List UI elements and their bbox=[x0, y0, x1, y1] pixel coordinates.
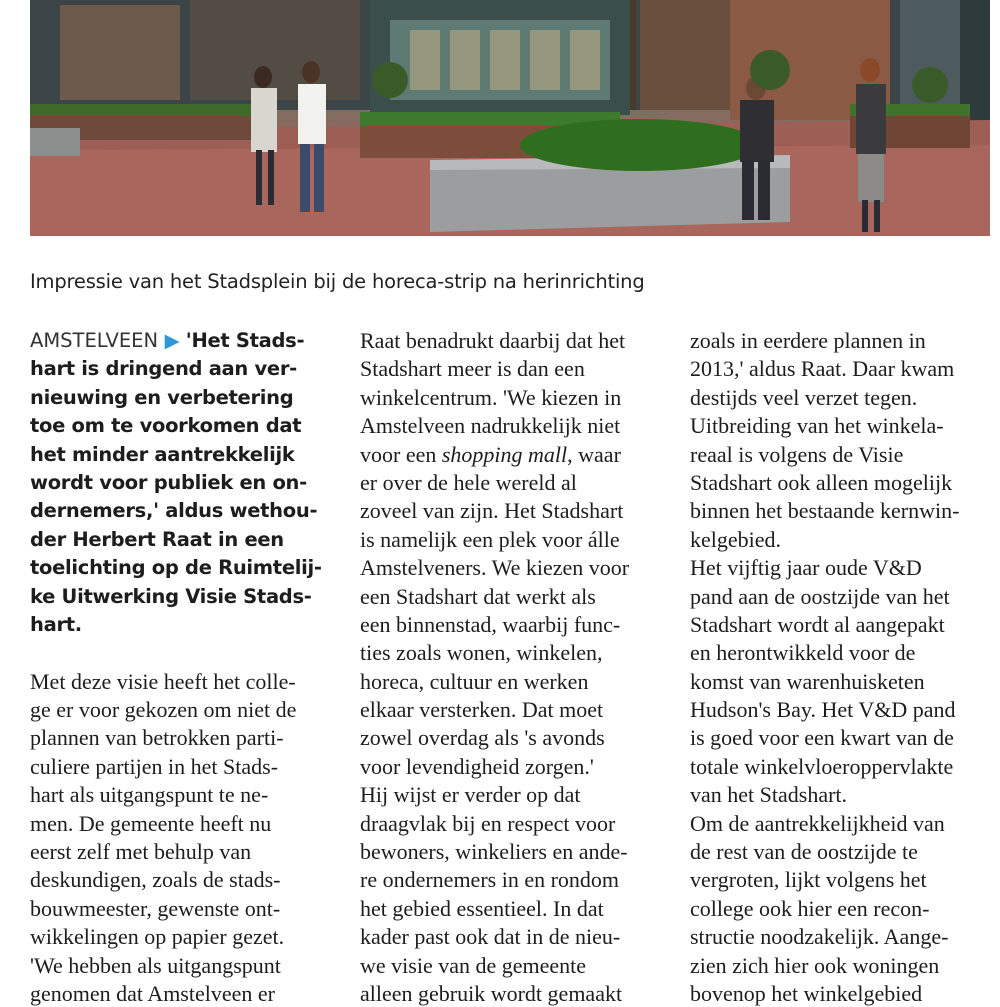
body-line: voor levendigheid zorgen.' bbox=[360, 753, 594, 779]
lead-line: toe om te voorkomen dat bbox=[30, 414, 302, 438]
body-line: deskundigen, zoals de stads- bbox=[30, 867, 281, 893]
body-line: pand aan de oostzijde van het bbox=[690, 583, 950, 609]
body-line: elkaar versterken. Dat moet bbox=[360, 697, 604, 723]
body-line: kelgebied. bbox=[690, 526, 782, 552]
body-line: de rest van de oostzijde te bbox=[690, 839, 918, 865]
body-line: Stadshart ook alleen mogelijk bbox=[690, 469, 953, 495]
body-line: Uitbreiding van het winkela- bbox=[690, 413, 944, 439]
body-line: kader past ook dat in de nieu- bbox=[360, 924, 621, 950]
body-line: zoals in eerdere plannen in bbox=[690, 328, 926, 353]
body-line: winkelcentrum. 'We kiezen in bbox=[360, 384, 622, 410]
body-line: zien zich hier ook woningen bbox=[690, 952, 940, 978]
body-line: destijds veel verzet tegen. bbox=[690, 384, 918, 410]
body-line: wikkelingen op papier gezet. bbox=[30, 924, 285, 950]
body-line: genomen dat Amstelveen er bbox=[30, 980, 275, 1006]
body-line: ge er voor gekozen om niet de bbox=[30, 697, 297, 723]
lead-line: ke Uitwerking Visie Stads- bbox=[30, 584, 312, 608]
body-line: men. De gemeente heeft nu bbox=[30, 810, 272, 836]
body-line: bovenop het winkelgebied bbox=[690, 980, 923, 1006]
body-line: voor een shopping mall, waar bbox=[360, 441, 621, 467]
lead-line: dernemers,' aldus wethou- bbox=[30, 499, 318, 523]
body-line: bewoners, winkeliers en ande- bbox=[360, 839, 628, 865]
body-line: Amstelveen nadrukkelijk niet bbox=[360, 413, 621, 439]
photo-caption: Impressie van het Stadsplein bij de horeca-strip na herinrichting bbox=[30, 270, 645, 293]
article-column-1 bbox=[30, 327, 330, 1007]
article-photo bbox=[30, 0, 990, 236]
body-line: re ondernemers in en rondom bbox=[360, 867, 620, 893]
body-line: structie noodzakelijk. Aange- bbox=[690, 924, 949, 950]
lead-line: toelichting op de Ruimtelij- bbox=[30, 556, 322, 580]
paragraph-gap bbox=[30, 639, 330, 667]
body-line: is namelijk een plek voor álle bbox=[360, 526, 620, 552]
lead-line: der Herbert Raat in een bbox=[30, 527, 284, 551]
body-line: culiere partijen in het Stads- bbox=[30, 753, 279, 779]
body-line: er over de hele wereld al bbox=[360, 469, 577, 495]
body-line: het gebied essentieel. In dat bbox=[360, 895, 604, 921]
body-line: totale winkelvloeroppervlakte bbox=[690, 753, 954, 779]
article-lead bbox=[30, 327, 330, 639]
body-line: Hudson's Bay. Het V&D pand bbox=[690, 697, 956, 723]
body-line: Met deze visie heeft het colle- bbox=[30, 668, 296, 694]
body-line: bouwmeester, gewenste ont- bbox=[30, 895, 281, 921]
plaza-illustration bbox=[30, 0, 990, 236]
body-line: Het vijftig jaar oude V&D bbox=[690, 555, 922, 581]
emphasis: shopping mall bbox=[441, 441, 568, 467]
body-line: vergroten, lijkt volgens het bbox=[690, 867, 927, 893]
body-line: is goed voor een kwart van de bbox=[690, 725, 954, 751]
lead-line: hart is dringend aan ver- bbox=[30, 357, 297, 381]
lead-line: wordt voor publiek en on- bbox=[30, 470, 307, 494]
article-column-3 bbox=[690, 327, 995, 1007]
body-line: horeca, cultuur en werken bbox=[360, 668, 589, 694]
lead-line: 'Het Stads- bbox=[179, 329, 305, 352]
body-line: 'We hebben als uitgangspunt bbox=[30, 952, 281, 978]
body-line: zowel overdag als 's avonds bbox=[360, 725, 605, 751]
body-line: eerst zelf met behulp van bbox=[30, 839, 252, 865]
body-line: en herontwikkeld voor de bbox=[690, 640, 916, 666]
play-marker-icon: ▶ bbox=[164, 329, 180, 352]
body-line: hart als uitgangspunt te ne- bbox=[30, 782, 269, 808]
body-line: college ook hier een recon- bbox=[690, 895, 930, 921]
body-line: Om de aantrekkelijkheid van bbox=[690, 810, 945, 836]
article-column-2 bbox=[360, 327, 665, 1007]
body-line: een binnenstad, waarbij func- bbox=[360, 611, 621, 637]
body-paragraph bbox=[30, 668, 330, 1007]
dateline: AMSTELVEEN bbox=[30, 329, 159, 352]
body-line: Stadshart wordt al aangepakt bbox=[690, 611, 945, 637]
body-line: Stadshart meer is dan een bbox=[360, 356, 585, 382]
body-line: we visie van de gemeente bbox=[360, 952, 587, 978]
body-line: 2013,' aldus Raat. Daar kwam bbox=[690, 356, 955, 382]
lead-line: nieuwing en verbetering bbox=[30, 385, 294, 409]
body-line: een Stadshart dat werkt als bbox=[360, 583, 596, 609]
body-line: komst van warenhuisketen bbox=[690, 668, 925, 694]
body-line: Hij wijst er verder op dat bbox=[360, 782, 581, 808]
body-line: van het Stadshart. bbox=[690, 782, 848, 808]
body-line: ties zoals wonen, winkelen, bbox=[360, 640, 603, 666]
body-line: draagvlak bij en respect voor bbox=[360, 810, 616, 836]
body-line: plannen van betrokken parti- bbox=[30, 725, 284, 751]
lead-line: het minder aantrekkelijk bbox=[30, 442, 295, 466]
body-line: zoveel van zijn. Het Stadshart bbox=[360, 498, 624, 524]
body-line: alleen gebruik wordt gemaakt bbox=[360, 980, 623, 1006]
body-line: reaal is volgens de Visie bbox=[690, 441, 904, 467]
body-line: binnen het bestaande kernwin- bbox=[690, 498, 960, 524]
body-line: Amstelveners. We kiezen voor bbox=[360, 555, 630, 581]
body-line: Raat benadrukt daarbij dat het bbox=[360, 328, 626, 353]
lead-line: hart. bbox=[30, 612, 82, 636]
